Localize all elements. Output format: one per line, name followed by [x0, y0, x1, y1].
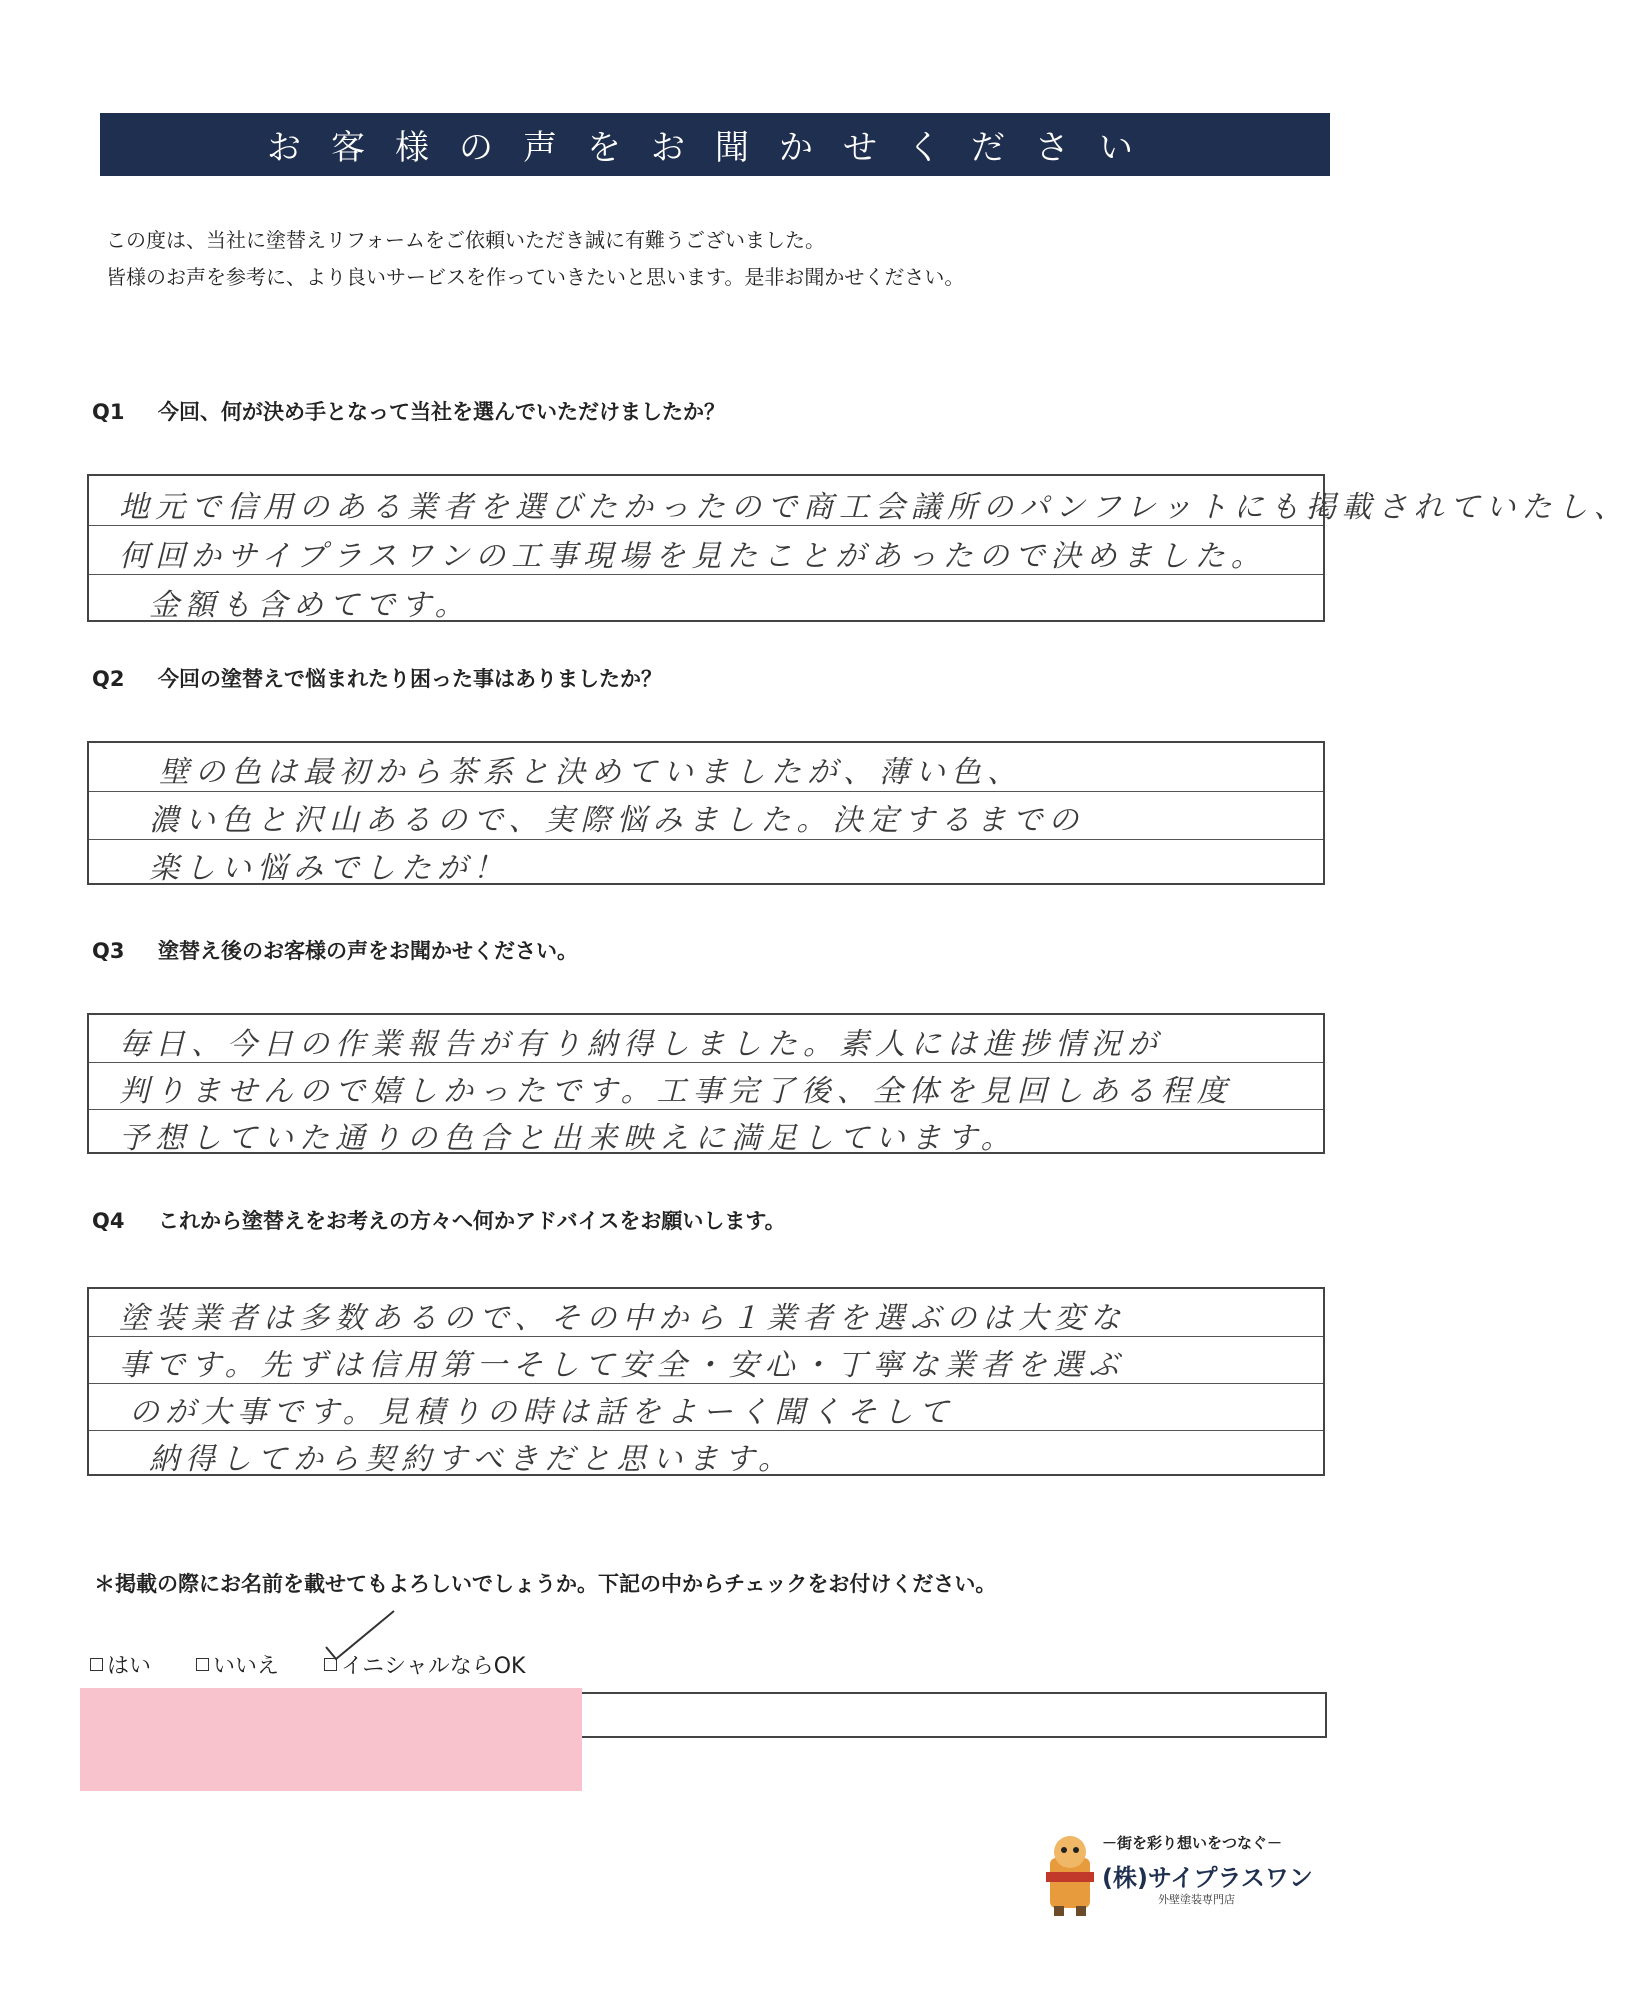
question-1 [92, 396, 725, 426]
question-text: 今回、何が決め手となって当社を選んでいただけましたか？ [158, 400, 725, 424]
option-no[interactable] [196, 1649, 279, 1680]
intro-line-2: 皆様のお声を参考に、より良いサービスを作っていきたいと思います。是非お聞かせください。 [106, 265, 965, 289]
logo-tagline: －街を彩り想いをつなぐ－ [1102, 1834, 1283, 1852]
answer-line: 予想していた通りの色合と出来映えに満足しています。 [119, 1121, 1017, 1156]
answer-line: 事です。先ずは信用第一そして安全・安心・丁寧な業者を選ぶ [119, 1348, 1125, 1383]
company-logo [1040, 1828, 1313, 1926]
option-label: はい [107, 1654, 152, 1679]
question-number: Q4 [92, 1209, 125, 1233]
answer-line: 判りませんので嬉しかったです。工事完了後、全体を見回しある程度 [119, 1074, 1233, 1109]
question-2 [92, 663, 662, 693]
answer-box-2 [87, 741, 1325, 885]
answer-line: 濃い色と沢山あるので、実際悩みました。決定するまでの [149, 803, 1085, 838]
answer-line: 地元で信用のある業者を選びたかったので商工会議所のパンフレットにも掲載されていたし、 [119, 490, 1630, 525]
question-4 [92, 1205, 786, 1235]
page-title: お客様の声をお聞かせください [100, 113, 1330, 176]
question-3 [92, 935, 578, 965]
answer-box-3 [87, 1013, 1325, 1154]
answer-line: のが大事です。見積りの時は話をよーく聞くそして [129, 1395, 955, 1430]
option-label: いいえ [213, 1654, 280, 1679]
option-yes[interactable] [90, 1649, 151, 1680]
answer-line: 壁の色は最初から茶系と決めていましたが、薄い色、 [159, 755, 1023, 790]
question-number: Q3 [92, 939, 125, 963]
redaction-block [80, 1688, 582, 1791]
checkbox[interactable] [90, 1658, 103, 1671]
question-text: 塗替え後のお客様の声をお聞かせください。 [158, 939, 578, 963]
intro-line-1: この度は、当社に塗替えリフォームをご依頼いただき誠に有難うございました。 [106, 228, 825, 252]
checkmark-icon [320, 1605, 400, 1665]
answer-line: 金額も含めてです。 [149, 588, 471, 623]
answer-line: 納得してから契約すべきだと思います。 [149, 1442, 794, 1477]
mascot-icon [1040, 1828, 1100, 1918]
option-label: イニシャルならOK [341, 1654, 526, 1679]
answer-line: 毎日、今日の作業報告が有り納得しました。素人には進捗情況が [119, 1027, 1163, 1062]
answer-box-4 [87, 1287, 1325, 1476]
consent-note: ＊掲載の際にお名前を載せてもよろしいでしょうか。下記の中からチェックをお付けください。 [94, 1572, 997, 1596]
question-number: Q2 [92, 667, 125, 691]
answer-line: 何回かサイプラスワンの工事現場を見たことがあったので決めました。 [119, 539, 1267, 574]
question-text: これから塗替えをお考えの方々へ何かアドバイスをお願いします。 [158, 1209, 786, 1233]
question-number: Q1 [92, 400, 125, 424]
logo-subtitle: 外壁塗装専門店 [1158, 1893, 1235, 1906]
answer-line: 楽しい悩みでしたが！ [149, 851, 509, 886]
logo-company-name: (株)サイプラスワン [1102, 1864, 1313, 1892]
consent-options [90, 1649, 563, 1680]
option-initials-ok[interactable] [324, 1649, 525, 1680]
answer-box-1 [87, 474, 1630, 623]
checkbox[interactable] [196, 1658, 209, 1671]
answer-line: 塗装業者は多数あるので、その中から１業者を選ぶのは大変な [119, 1301, 1127, 1336]
question-text: 今回の塗替えで悩まれたり困った事はありましたか？ [158, 667, 662, 691]
